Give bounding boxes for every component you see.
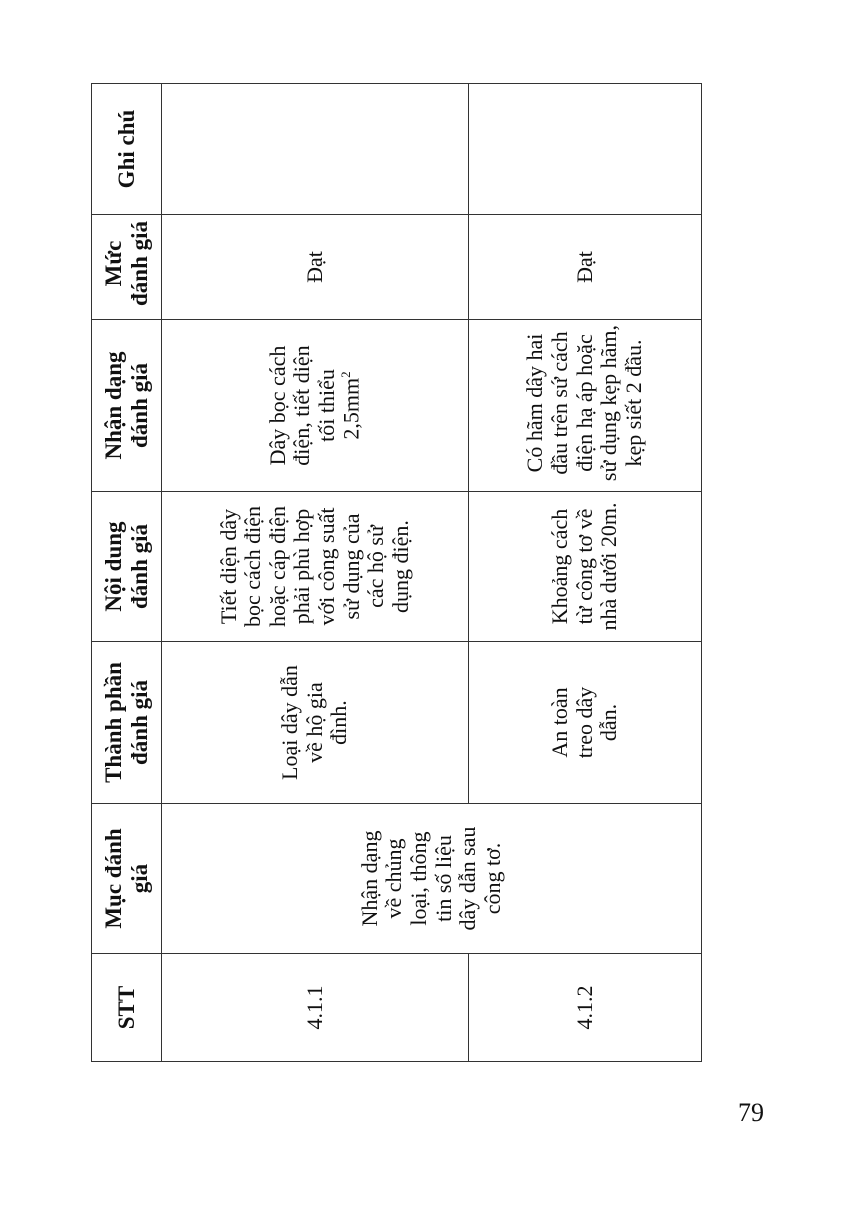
header-muc-danh-gia: Mục đánh giá	[92, 804, 162, 954]
header-thanh-phan: Thành phần đánh giá	[92, 642, 162, 804]
cell-thanh-phan: Loại dây dẫn về hộ gia đình.	[162, 642, 469, 804]
evaluation-table	[91, 83, 702, 1062]
page-number: 79	[738, 1098, 764, 1127]
cell-stt: 4.1.2	[469, 954, 702, 1062]
cell-muc-danh-gia: Nhận dạng về chủng loại, thông tin số liệu dây dẫn sau công tơ.	[162, 804, 702, 954]
cell-noi-dung: Khoảng cách từ công tơ về nhà dưới 20m.	[469, 492, 702, 642]
cell-noi-dung: Tiết diện dây bọc cách điện hoặc cáp điện phải phù hợp với công suất sử dụng của các hộ sử dụng điện.	[162, 492, 469, 642]
header-noi-dung: Nội dung đánh giá	[92, 492, 162, 642]
cell-nhan-dang: Có hãm dây hai đầu trên sứ cách điện hạ áp hoặc sử dụng kẹp hãm, kẹp siết 2 đầu.	[469, 320, 702, 492]
cell-ghi-chu	[162, 84, 469, 215]
cell-muc: Đạt	[162, 215, 469, 320]
header-stt: STT	[92, 954, 162, 1062]
cell-ghi-chu	[469, 84, 702, 215]
cell-muc: Đạt	[469, 215, 702, 320]
table-row	[162, 84, 469, 1062]
cell-thanh-phan: An toàn treo dây dẫn.	[469, 642, 702, 804]
table-header-row	[92, 84, 162, 1062]
cell-stt: 4.1.1	[162, 954, 469, 1062]
header-ghi-chu: Ghi chú	[92, 84, 162, 215]
rotated-table-container	[91, 84, 701, 1062]
cell-nhan-dang: Dây bọc cách điện, tiết diện tối thiểu $2,5mm^2$	[162, 320, 469, 492]
header-nhan-dang: Nhận dạng đánh giá	[92, 320, 162, 492]
header-muc: Mức đánh giá	[92, 215, 162, 320]
